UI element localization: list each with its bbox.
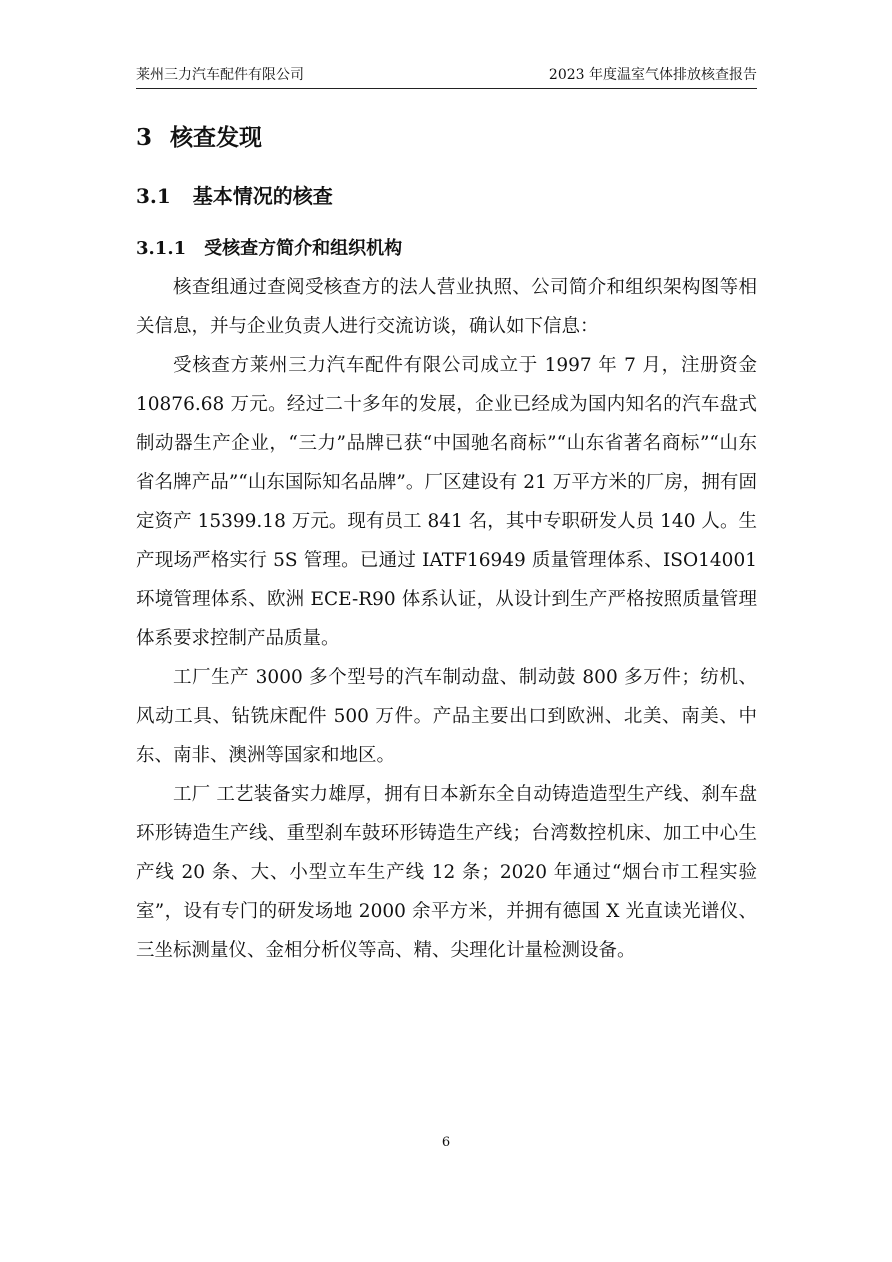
subsubsection-heading: [136, 232, 757, 266]
paragraph-products: 工厂生产 3000 多个型号的汽车制动盘、制动鼓 800 多万件；纺机、风动工具、钻铣床配件 500 万件。产品主要出口到欧洲、北美、南美、中东、南非、澳洲等国家和地区。: [136, 667, 757, 766]
header-company-name: 莱州三力汽车配件有限公司: [136, 67, 304, 83]
subsection-heading: [136, 178, 757, 214]
subsection-number: 3.1: [136, 184, 171, 208]
paragraph-equipment: 工厂 工艺装备实力雄厚，拥有日本新东全自动铸造造型生产线、刹车盘环形铸造生产线、重型刹车鼓环形铸造生产线；台湾数控机床、加工中心生产线 20 条、大、小型立车生产线 12 条；2020 年通过“烟台市工程实验室”，设有专门的研发场地 2000 余平方米，并拥有德国 X 光直读光谱仪、三坐标测量仪、金相分析仪等高、精、尖理化计量检测设备。: [136, 784, 757, 961]
section-number: 3: [136, 124, 153, 151]
section-heading: [136, 118, 757, 158]
header-report-title: 2023 年度温室气体排放核查报告: [548, 67, 757, 83]
page-header: [136, 62, 757, 89]
subsubsection-number: 3.1.1: [136, 238, 187, 259]
subsection-title: 基本情况的核查: [192, 184, 333, 208]
document-body: [136, 118, 757, 970]
page-number: 6: [441, 1135, 451, 1150]
paragraph-company-profile: 受核查方莱州三力汽车配件有限公司成立于 1997 年 7 月，注册资金 10876.68 万元。经过二十多年的发展，企业已经成为国内知名的汽车盘式制动器生产企业，“三力”品牌已获“中国驰名商标”“山东省著名商标”“山东省名牌产品”“山东国际知名品牌”。厂区建设有 21 万平方米的厂房，拥有固定资产 15399.18 万元。现有员工 841 名，其中专职研发人员 140 人。生产现场严格实行 5S 管理。已通过 IATF16949 质量管理体系、ISO14001 环境管理体系、欧洲 ECE-R90 体系认证，从设计到生产严格按照质量管理体系要求控制产品质量。: [136, 355, 757, 649]
paragraph-intro: 核查组通过查阅受核查方的法人营业执照、公司简介和组织架构图等相关信息，并与企业负责人进行交流访谈，确认如下信息：: [136, 277, 757, 337]
subsubsection-title: 受核查方简介和组织机构: [204, 238, 403, 259]
section-title: 核查发现: [170, 124, 263, 151]
